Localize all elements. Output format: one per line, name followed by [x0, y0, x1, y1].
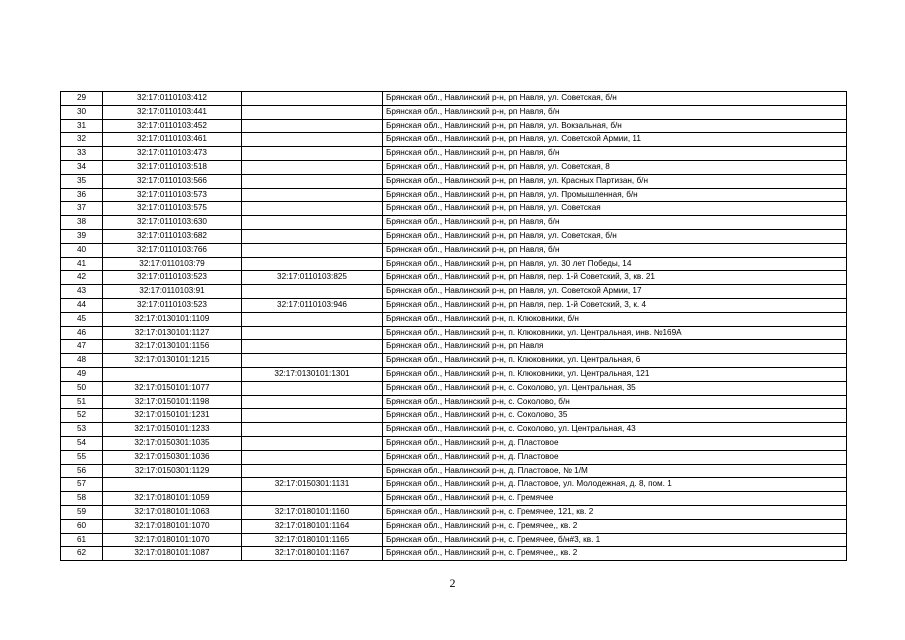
related-cadastral-number-cell — [242, 450, 383, 464]
cadastral-number-cell: 32:17:0180101:1070 — [103, 533, 242, 547]
address-cell: Брянская обл., Навлинский р-н, рп Навля, пер. 1-й Советский, 3, кв. 21 — [383, 271, 847, 285]
related-cadastral-number-cell — [242, 381, 383, 395]
table-row — [61, 243, 847, 257]
cadastral-number-cell: 32:17:0150301:1129 — [103, 464, 242, 478]
cadastral-number-cell: 32:17:0130101:1127 — [103, 326, 242, 340]
related-cadastral-number-cell — [242, 216, 383, 230]
row-number-cell: 29 — [61, 92, 103, 106]
cadastral-number-cell: 32:17:0180101:1070 — [103, 519, 242, 533]
related-cadastral-number-cell — [242, 464, 383, 478]
row-number-cell: 35 — [61, 174, 103, 188]
related-cadastral-number-cell — [242, 285, 383, 299]
table-row — [61, 202, 847, 216]
table-row — [61, 409, 847, 423]
address-cell: Брянская обл., Навлинский р-н, рп Навля, б/н — [383, 216, 847, 230]
table-row — [61, 92, 847, 106]
row-number-cell: 50 — [61, 381, 103, 395]
related-cadastral-number-cell — [242, 174, 383, 188]
related-cadastral-number-cell — [242, 436, 383, 450]
cadastral-number-cell: 32:17:0110103:523 — [103, 298, 242, 312]
row-number-cell: 58 — [61, 492, 103, 506]
cadastral-number-cell: 32:17:0150101:1233 — [103, 423, 242, 437]
row-number-cell: 38 — [61, 216, 103, 230]
cadastral-number-cell: 32:17:0110103:461 — [103, 133, 242, 147]
related-cadastral-number-cell: 32:17:0110103:946 — [242, 298, 383, 312]
table-row — [61, 271, 847, 285]
address-cell: Брянская обл., Навлинский р-н, рп Навля, ул. Советская, б/н — [383, 92, 847, 106]
table-row — [61, 436, 847, 450]
table-row — [61, 160, 847, 174]
address-cell: Брянская обл., Навлинский р-н, с. Гремячее,, кв. 2 — [383, 519, 847, 533]
address-cell: Брянская обл., Навлинский р-н, рп Навля, пер. 1-й Советский, 3, к. 4 — [383, 298, 847, 312]
address-cell: Брянская обл., Навлинский р-н, с. Соколово, ул. Центральная, 43 — [383, 423, 847, 437]
cadastral-number-cell: 32:17:0180101:1063 — [103, 505, 242, 519]
related-cadastral-number-cell — [242, 423, 383, 437]
address-cell: Брянская обл., Навлинский р-н, п. Клюковники, ул. Центральная, 6 — [383, 354, 847, 368]
table-row — [61, 423, 847, 437]
row-number-cell: 56 — [61, 464, 103, 478]
related-cadastral-number-cell — [242, 354, 383, 368]
table-row — [61, 285, 847, 299]
table-row — [61, 119, 847, 133]
related-cadastral-number-cell — [242, 160, 383, 174]
address-cell: Брянская обл., Навлинский р-н, д. Пластовое, ул. Молодежная, д. 8, пом. 1 — [383, 478, 847, 492]
table-body — [61, 92, 847, 561]
row-number-cell: 41 — [61, 257, 103, 271]
address-cell: Брянская обл., Навлинский р-н, рп Навля — [383, 340, 847, 354]
address-cell: Брянская обл., Навлинский р-н, рп Навля, ул. Советская — [383, 202, 847, 216]
address-cell: Брянская обл., Навлинский р-н, с. Соколово, б/н — [383, 395, 847, 409]
row-number-cell: 59 — [61, 505, 103, 519]
table-row — [61, 478, 847, 492]
table-row — [61, 174, 847, 188]
cadastral-number-cell — [103, 478, 242, 492]
address-cell: Брянская обл., Навлинский р-н, рп Навля, б/н — [383, 243, 847, 257]
table-row — [61, 519, 847, 533]
row-number-cell: 51 — [61, 395, 103, 409]
related-cadastral-number-cell — [242, 395, 383, 409]
row-number-cell: 47 — [61, 340, 103, 354]
cadastral-number-cell: 32:17:0180101:1059 — [103, 492, 242, 506]
related-cadastral-number-cell — [242, 409, 383, 423]
row-number-cell: 46 — [61, 326, 103, 340]
address-cell: Брянская обл., Навлинский р-н, рп Навля, ул. Промышленная, б/н — [383, 188, 847, 202]
cadastral-number-cell: 32:17:0150101:1077 — [103, 381, 242, 395]
row-number-cell: 39 — [61, 229, 103, 243]
address-cell: Брянская обл., Навлинский р-н, с. Гремячее — [383, 492, 847, 506]
related-cadastral-number-cell — [242, 229, 383, 243]
cadastral-number-cell: 32:17:0110103:473 — [103, 147, 242, 161]
cadastral-number-cell: 32:17:0110103:441 — [103, 105, 242, 119]
address-cell: Брянская обл., Навлинский р-н, с. Гремячее, 121, кв. 2 — [383, 505, 847, 519]
address-cell: Брянская обл., Навлинский р-н, п. Клюковники, б/н — [383, 312, 847, 326]
related-cadastral-number-cell: 32:17:0180101:1167 — [242, 547, 383, 561]
table-row — [61, 133, 847, 147]
row-number-cell: 60 — [61, 519, 103, 533]
address-cell: Брянская обл., Навлинский р-н, рп Навля, ул. Красных Партизан, б/н — [383, 174, 847, 188]
cadastral-number-cell: 32:17:0110103:575 — [103, 202, 242, 216]
related-cadastral-number-cell — [242, 147, 383, 161]
related-cadastral-number-cell — [242, 92, 383, 106]
table-row — [61, 326, 847, 340]
table-row — [61, 188, 847, 202]
address-cell: Брянская обл., Навлинский р-н, п. Клюковники, ул. Центральная, инв. №169А — [383, 326, 847, 340]
row-number-cell: 37 — [61, 202, 103, 216]
related-cadastral-number-cell — [242, 340, 383, 354]
cadastral-number-cell: 32:17:0110103:573 — [103, 188, 242, 202]
address-cell: Брянская обл., Навлинский р-н, с. Соколово, 35 — [383, 409, 847, 423]
row-number-cell: 53 — [61, 423, 103, 437]
table-row — [61, 492, 847, 506]
table-row — [61, 354, 847, 368]
table-row — [61, 547, 847, 561]
row-number-cell: 43 — [61, 285, 103, 299]
row-number-cell: 34 — [61, 160, 103, 174]
related-cadastral-number-cell — [242, 202, 383, 216]
table-row — [61, 298, 847, 312]
related-cadastral-number-cell — [242, 492, 383, 506]
related-cadastral-number-cell — [242, 312, 383, 326]
table-row — [61, 450, 847, 464]
row-number-cell: 45 — [61, 312, 103, 326]
cadastral-number-cell: 32:17:0130101:1156 — [103, 340, 242, 354]
table-row — [61, 533, 847, 547]
table-row — [61, 340, 847, 354]
cadastral-number-cell: 32:17:0130101:1109 — [103, 312, 242, 326]
table-row — [61, 312, 847, 326]
address-cell: Брянская обл., Навлинский р-н, п. Клюковники, ул. Центральная, 121 — [383, 367, 847, 381]
row-number-cell: 57 — [61, 478, 103, 492]
row-number-cell: 33 — [61, 147, 103, 161]
address-cell: Брянская обл., Навлинский р-н, рп Навля, ул. Советской Армии, 11 — [383, 133, 847, 147]
property-table — [60, 91, 847, 561]
cadastral-number-cell: 32:17:0110103:452 — [103, 119, 242, 133]
address-cell: Брянская обл., Навлинский р-н, рп Навля, ул. Советская, 8 — [383, 160, 847, 174]
row-number-cell: 52 — [61, 409, 103, 423]
table-row — [61, 229, 847, 243]
related-cadastral-number-cell: 32:17:0150301:1131 — [242, 478, 383, 492]
cadastral-number-cell: 32:17:0110103:91 — [103, 285, 242, 299]
address-cell: Брянская обл., Навлинский р-н, с. Соколово, ул. Центральная, 35 — [383, 381, 847, 395]
cadastral-number-cell: 32:17:0110103:523 — [103, 271, 242, 285]
row-number-cell: 40 — [61, 243, 103, 257]
cadastral-number-cell: 32:17:0150101:1198 — [103, 395, 242, 409]
row-number-cell: 49 — [61, 367, 103, 381]
cadastral-number-cell: 32:17:0110103:518 — [103, 160, 242, 174]
cadastral-number-cell: 32:17:0180101:1087 — [103, 547, 242, 561]
related-cadastral-number-cell — [242, 243, 383, 257]
row-number-cell: 54 — [61, 436, 103, 450]
related-cadastral-number-cell — [242, 105, 383, 119]
table-row — [61, 105, 847, 119]
cadastral-number-cell: 32:17:0130101:1215 — [103, 354, 242, 368]
address-cell: Брянская обл., Навлинский р-н, рп Навля, ул. Вокзальная, б/н — [383, 119, 847, 133]
table-row — [61, 505, 847, 519]
related-cadastral-number-cell: 32:17:0180101:1160 — [242, 505, 383, 519]
row-number-cell: 36 — [61, 188, 103, 202]
related-cadastral-number-cell: 32:17:0180101:1164 — [242, 519, 383, 533]
cadastral-number-cell: 32:17:0110103:566 — [103, 174, 242, 188]
row-number-cell: 42 — [61, 271, 103, 285]
address-cell: Брянская обл., Навлинский р-н, д. Пластовое, № 1/М — [383, 464, 847, 478]
cadastral-number-cell: 32:17:0150301:1035 — [103, 436, 242, 450]
cadastral-number-cell — [103, 367, 242, 381]
row-number-cell: 31 — [61, 119, 103, 133]
cadastral-number-cell: 32:17:0110103:630 — [103, 216, 242, 230]
address-cell: Брянская обл., Навлинский р-н, д. Пластовое — [383, 436, 847, 450]
address-cell: Брянская обл., Навлинский р-н, рп Навля, б/н — [383, 147, 847, 161]
related-cadastral-number-cell — [242, 326, 383, 340]
related-cadastral-number-cell: 32:17:0110103:825 — [242, 271, 383, 285]
address-cell: Брянская обл., Навлинский р-н, рп Навля, ул. Советской Армии, 17 — [383, 285, 847, 299]
table-row — [61, 147, 847, 161]
row-number-cell: 32 — [61, 133, 103, 147]
table-row — [61, 216, 847, 230]
address-cell: Брянская обл., Навлинский р-н, рп Навля, ул. 30 лет Победы, 14 — [383, 257, 847, 271]
cadastral-number-cell: 32:17:0150101:1231 — [103, 409, 242, 423]
row-number-cell: 55 — [61, 450, 103, 464]
table-row — [61, 381, 847, 395]
cadastral-number-cell: 32:17:0150301:1036 — [103, 450, 242, 464]
cadastral-number-cell: 32:17:0110103:682 — [103, 229, 242, 243]
related-cadastral-number-cell — [242, 188, 383, 202]
row-number-cell: 44 — [61, 298, 103, 312]
row-number-cell: 62 — [61, 547, 103, 561]
row-number-cell: 30 — [61, 105, 103, 119]
address-cell: Брянская обл., Навлинский р-н, с. Гремячее, б/н#3, кв. 1 — [383, 533, 847, 547]
related-cadastral-number-cell — [242, 133, 383, 147]
address-cell: Брянская обл., Навлинский р-н, д. Пластовое — [383, 450, 847, 464]
table-row — [61, 464, 847, 478]
table-row — [61, 395, 847, 409]
related-cadastral-number-cell: 32:17:0130101:1301 — [242, 367, 383, 381]
cadastral-number-cell: 32:17:0110103:79 — [103, 257, 242, 271]
table-row — [61, 257, 847, 271]
address-cell: Брянская обл., Навлинский р-н, рп Навля, ул. Советская, б/н — [383, 229, 847, 243]
related-cadastral-number-cell: 32:17:0180101:1165 — [242, 533, 383, 547]
address-cell: Брянская обл., Навлинский р-н, с. Гремячее,, кв. 2 — [383, 547, 847, 561]
address-cell: Брянская обл., Навлинский р-н, рп Навля, б/н — [383, 105, 847, 119]
cadastral-number-cell: 32:17:0110103:412 — [103, 92, 242, 106]
row-number-cell: 48 — [61, 354, 103, 368]
related-cadastral-number-cell — [242, 119, 383, 133]
table-row — [61, 367, 847, 381]
page-number: 2 — [449, 576, 456, 590]
related-cadastral-number-cell — [242, 257, 383, 271]
cadastral-number-cell: 32:17:0110103:766 — [103, 243, 242, 257]
row-number-cell: 61 — [61, 533, 103, 547]
